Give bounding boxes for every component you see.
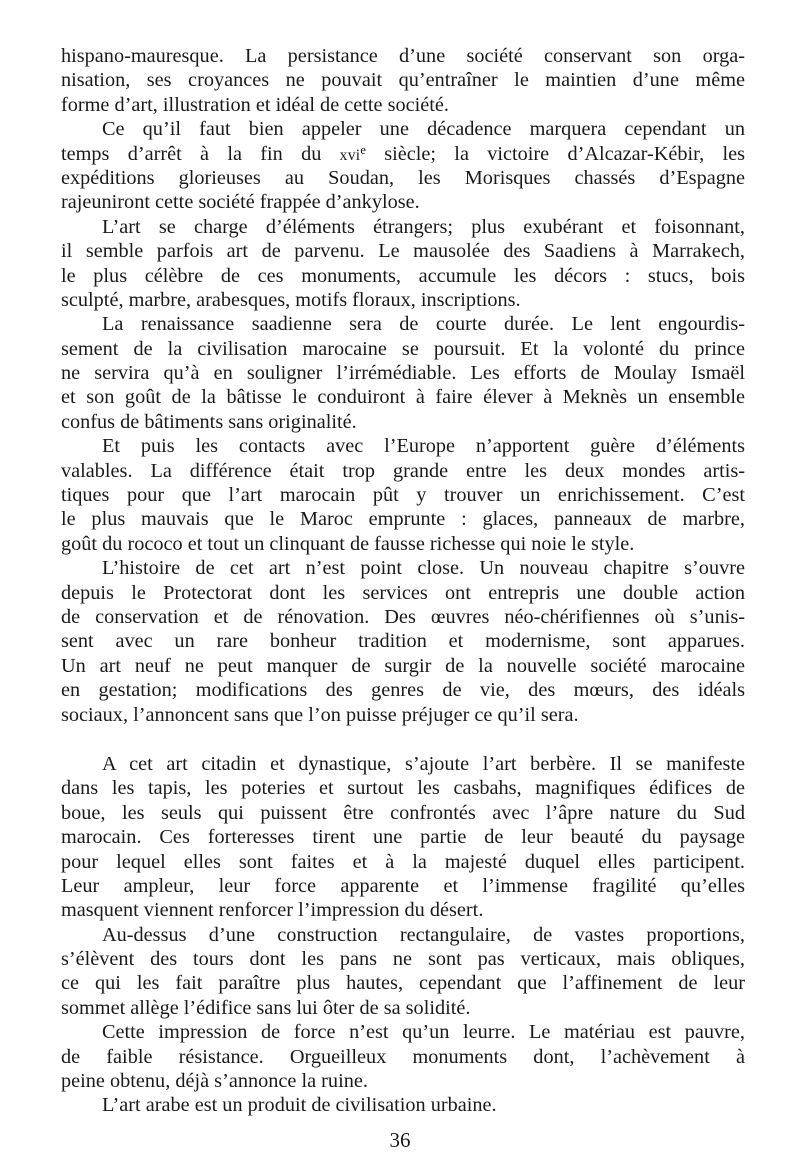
paragraph bbox=[61, 44, 745, 117]
text-run: siècle; la victoire d’Alcazar-Kébir, les bbox=[365, 142, 745, 165]
paragraph bbox=[61, 434, 745, 556]
text-line: A cet art citadin et dynastique, s’ajoute l’art berbère. Il se manifeste bbox=[102, 752, 745, 775]
text-line: L’art se charge d’éléments étrangers; plus exubérant et foisonnant, bbox=[102, 215, 745, 238]
text-line: hispano-mauresque. La persistance d’une société conservant son orga- bbox=[61, 45, 745, 67]
paragraph bbox=[61, 117, 745, 215]
century-numeral: xvi bbox=[339, 146, 361, 164]
text-line: Au-dessus d’une construction rectangulaire, de vastes proportions, bbox=[102, 923, 745, 946]
text-line: tiques pour que l’art marocain pût y trouver un enrichissement. C’est bbox=[61, 484, 745, 507]
paragraph bbox=[61, 923, 745, 1021]
text-line: L’histoire de cet art n’est point close. Un nouveau chapitre s’ouvre bbox=[102, 557, 745, 580]
text-line: le plus mauvais que le Maroc emprunte : glaces, panneaux de marbre, bbox=[61, 508, 745, 531]
text-line: sociaux, l’annoncent sans que l’on puisse préjuger ce qu’il sera. bbox=[61, 703, 579, 726]
paragraph bbox=[61, 752, 745, 923]
text-line: marocain. Ces forteresses tirent une partie de leur beauté du paysage bbox=[61, 826, 745, 849]
text-line: pour lequel elles sont faites et à la majesté duquel elles participent. bbox=[61, 850, 745, 873]
text-line: depuis le Protectorat dont les services ont entrepris une double action bbox=[61, 581, 745, 604]
text-line: goût du rococo et tout un clinquant de fausse richesse qui noie le style. bbox=[61, 532, 635, 555]
text-line: boue, les seuls qui puissent être confrontés avec l’âpre nature du Sud bbox=[61, 801, 745, 824]
text-line: masquent viennent renforcer l’impression du désert. bbox=[61, 899, 484, 922]
paragraph bbox=[61, 312, 745, 434]
text-line: Ce qu’il faut bien appeler une décadence marquera cependant un bbox=[102, 118, 745, 141]
paragraph bbox=[61, 215, 745, 313]
text-line: Un art neuf ne peut manquer de surgir de la nouvelle société marocaine bbox=[61, 654, 745, 677]
text-line: de faible résistance. Orgueilleux monuments dont, l’achèvement à bbox=[61, 1045, 745, 1068]
text-line: Leur ampleur, leur force apparente et l’immense fragilité qu’elles bbox=[61, 874, 745, 897]
text-line: peine obtenu, déjà s’annonce la ruine. bbox=[61, 1070, 368, 1093]
body-text bbox=[61, 44, 745, 1118]
text-line: La renaissance saadienne sera de courte durée. Le lent engourdis- bbox=[102, 313, 745, 336]
text-line: Et puis les contacts avec l’Europe n’apportent guère d’éléments bbox=[102, 435, 745, 458]
text-line: s’élèvent des tours dont les pans ne sont pas verticaux, mais obliques, bbox=[61, 948, 745, 971]
text-line: le plus célèbre de ces monuments, accumule les décors : stucs, bois bbox=[61, 264, 745, 287]
text-line: Cette impression de force n’est qu’un leurre. Le matériau est pauvre, bbox=[102, 1021, 745, 1044]
paragraph bbox=[61, 1020, 745, 1093]
paragraph bbox=[61, 556, 745, 727]
text-line: sommet allège l’édifice sans lui ôter de sa solidité. bbox=[61, 996, 471, 1019]
text-line: valables. La différence était trop grande entre les deux mondes artis- bbox=[61, 459, 745, 482]
text-line: L’art arabe est un produit de civilisation urbaine. bbox=[102, 1094, 497, 1117]
text-line: en gestation; modifications des genres de vie, des mœurs, des idéals bbox=[61, 679, 745, 702]
text-line bbox=[61, 142, 745, 166]
text-line: de conservation et de rénovation. Des œuvres néo-chérifiennes où s’unis- bbox=[61, 605, 745, 628]
text-line: rajeuniront cette société frappée d’ankylose. bbox=[61, 191, 420, 214]
text-line: dans les tapis, les poteries et surtout les casbahs, magnifiques édifices de bbox=[61, 777, 745, 800]
text-line: et son goût de la bâtisse le conduiront à faire élever à Meknès un ensemble bbox=[61, 386, 745, 409]
section-break bbox=[61, 727, 745, 752]
text-line: sculpté, marbre, arabesques, motifs floraux, inscriptions. bbox=[61, 288, 521, 311]
text-line: il semble parfois art de parvenu. Le mausolée des Saadiens à Marrakech, bbox=[61, 240, 745, 263]
text-line: sent avec un rare bonheur tradition et modernisme, sont apparues. bbox=[61, 630, 745, 653]
text-line: expéditions glorieuses au Soudan, les Morisques chassés d’Espagne bbox=[61, 166, 745, 189]
text-line: confus de bâtiments sans originalité. bbox=[61, 410, 357, 433]
text-line: sement de la civilisation marocaine se poursuit. Et la volonté du prince bbox=[61, 337, 745, 360]
text-line: nisation, ses croyances ne pouvait qu’entraîner le maintien d’une même bbox=[61, 69, 745, 92]
ordinal-superscript: e bbox=[360, 142, 366, 157]
text-line: forme d’art, illustration et idéal de cette société. bbox=[61, 93, 449, 116]
text-line: ce qui les fait paraître plus hautes, cependant que l’affinement de leur bbox=[61, 972, 745, 995]
page-number: 36 bbox=[389, 1128, 411, 1152]
text-run: temps d’arrêt à la fin du bbox=[61, 142, 340, 165]
text-line: ne servira qu’à en souligner l’irrémédiable. Les efforts de Moulay Ismaël bbox=[61, 362, 745, 385]
paragraph bbox=[61, 1093, 745, 1117]
